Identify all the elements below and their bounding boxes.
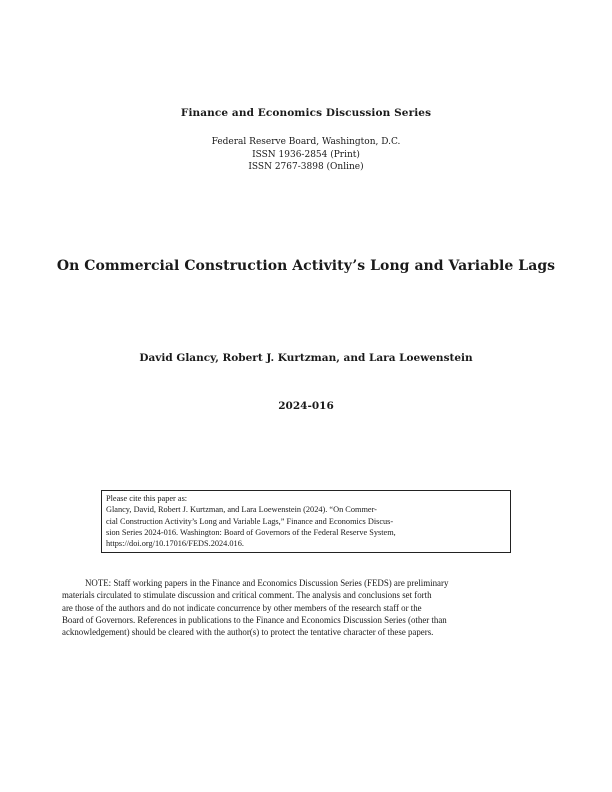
publisher-info bbox=[0, 136, 612, 174]
paper-authors: David Glancy, Robert J. Kurtzman, and Lara Loewenstein bbox=[139, 352, 473, 364]
disclaimer-note bbox=[62, 577, 550, 638]
note-line: NOTE: Staff working papers in the Finance and Economics Discussion Series (FEDS) are preliminary bbox=[85, 578, 449, 588]
publisher-line: Federal Reserve Board, Washington, D.C. bbox=[211, 137, 401, 147]
note-line: Board of Governors. References in publications to the Finance and Economics Discussion Series (other than bbox=[62, 614, 447, 625]
note-line: materials circulated to stimulate discussion and critical comment. The analysis and conclusions set forth bbox=[62, 590, 432, 601]
paper-title: On Commercial Construction Activity’s Long and Variable Lags bbox=[56, 258, 556, 274]
citation-line: sion Series 2024-016. Washington: Board of Governors of the Federal Reserve System, bbox=[106, 527, 396, 537]
citation-box bbox=[101, 490, 511, 553]
paper-number: 2024-016 bbox=[278, 400, 334, 412]
citation-doi: https://doi.org/10.17016/FEDS.2024.016. bbox=[106, 539, 244, 549]
issn-online: ISSN 2767-3898 (Online) bbox=[248, 162, 364, 172]
citation-line: Glancy, David, Robert J. Kurtzman, and Lara Loewenstein (2024). “On Commer- bbox=[106, 505, 377, 515]
citation-line: cial Construction Activity’s Long and Variable Lags,” Finance and Economics Discus- bbox=[106, 516, 394, 526]
note-line: acknowledgement) should be cleared with the author(s) to protect the tentative character of these papers. bbox=[62, 627, 434, 638]
note-line: are those of the authors and do not indicate concurrence by other members of the research staff or the bbox=[62, 602, 422, 613]
series-title: Finance and Economics Discussion Series bbox=[180, 107, 432, 119]
citation-line: Please cite this paper as: bbox=[106, 494, 188, 503]
issn-print: ISSN 1936-2854 (Print) bbox=[252, 149, 360, 160]
